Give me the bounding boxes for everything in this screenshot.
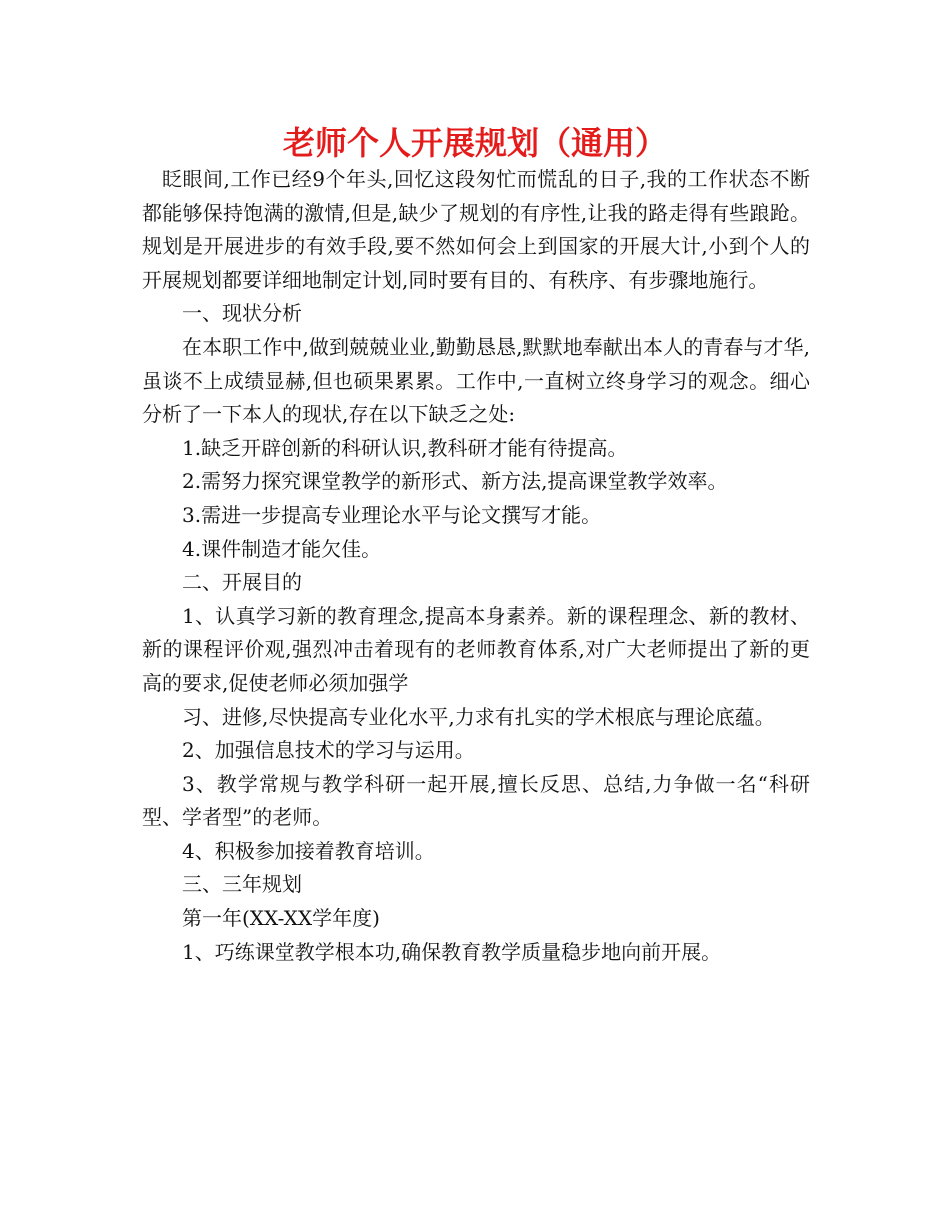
list-item-shortcoming-1: 1.缺乏开辟创新的科研认识,教科研才能有待提高。 <box>182 435 628 460</box>
section-heading-status: 一、现状分析 <box>182 301 302 326</box>
list-item-goal-1-continued: 习、进修,尽快提高专业化水平,力求有扎实的学术根底与理论底蕴。 <box>182 704 775 729</box>
paragraph-status: 在本职工作中,做到兢兢业业,勤勤恳恳,默默地奉献出本人的青春与才华,虽谈不上成绩显赫,但也硕果累累。工作中,一直树立终身学习的观念。细心分析了一下本人的现状,存在以下缺乏之处: <box>142 334 810 427</box>
list-item-shortcoming-3: 3.需进一步提高专业理论水平与论文撰写才能。 <box>182 502 602 527</box>
subheading-first-year: 第一年(XX-XX学年度) <box>182 906 380 931</box>
list-item-goal-4: 4、积极参加接着教育培训。 <box>182 838 435 863</box>
document-title: 老师个人开展规划（通用） <box>282 124 667 162</box>
list-item-first-year-1: 1、巧练课堂教学根本功,确保教育教学质量稳步地向前开展。 <box>182 939 722 964</box>
paragraph-intro: 眨眼间,工作已经9个年头,回忆这段匆忙而慌乱的日子,我的工作状态不断都能够保持饱满的激情,但是,缺少了规划的有序性,让我的路走得有些踉跄。规划是开展进步的有效手段,要不然如何会上到国家的开展大计,小到个人的开展规划都要详细地制定计划,同时要有目的、有秩序、有步骤地施行。 <box>142 167 810 292</box>
list-item-shortcoming-4: 4.课件制造才能欠佳。 <box>182 536 382 561</box>
section-heading-goals: 二、开展目的 <box>182 570 302 595</box>
list-item-goal-3: 3、教学常规与教学科研一起开展,擅长反思、总结,力争做一名“科研型、学者型”的老师。 <box>142 771 810 830</box>
list-item-goal-2: 2、加强信息技术的学习与运用。 <box>182 738 475 763</box>
section-heading-three-year-plan: 三、三年规划 <box>182 872 302 897</box>
document-body <box>142 163 810 969</box>
list-item-goal-1: 1、认真学习新的教育理念,提高本身素养。新的课程理念、新的教材、新的课程评价观,强烈冲击着现有的老师教育体系,对广大老师提出了新的更高的要求,促使老师必须加强学 <box>142 603 810 695</box>
list-item-shortcoming-2: 2.需努力探究课堂教学的新形式、新方法,提高课堂教学效率。 <box>182 469 728 494</box>
